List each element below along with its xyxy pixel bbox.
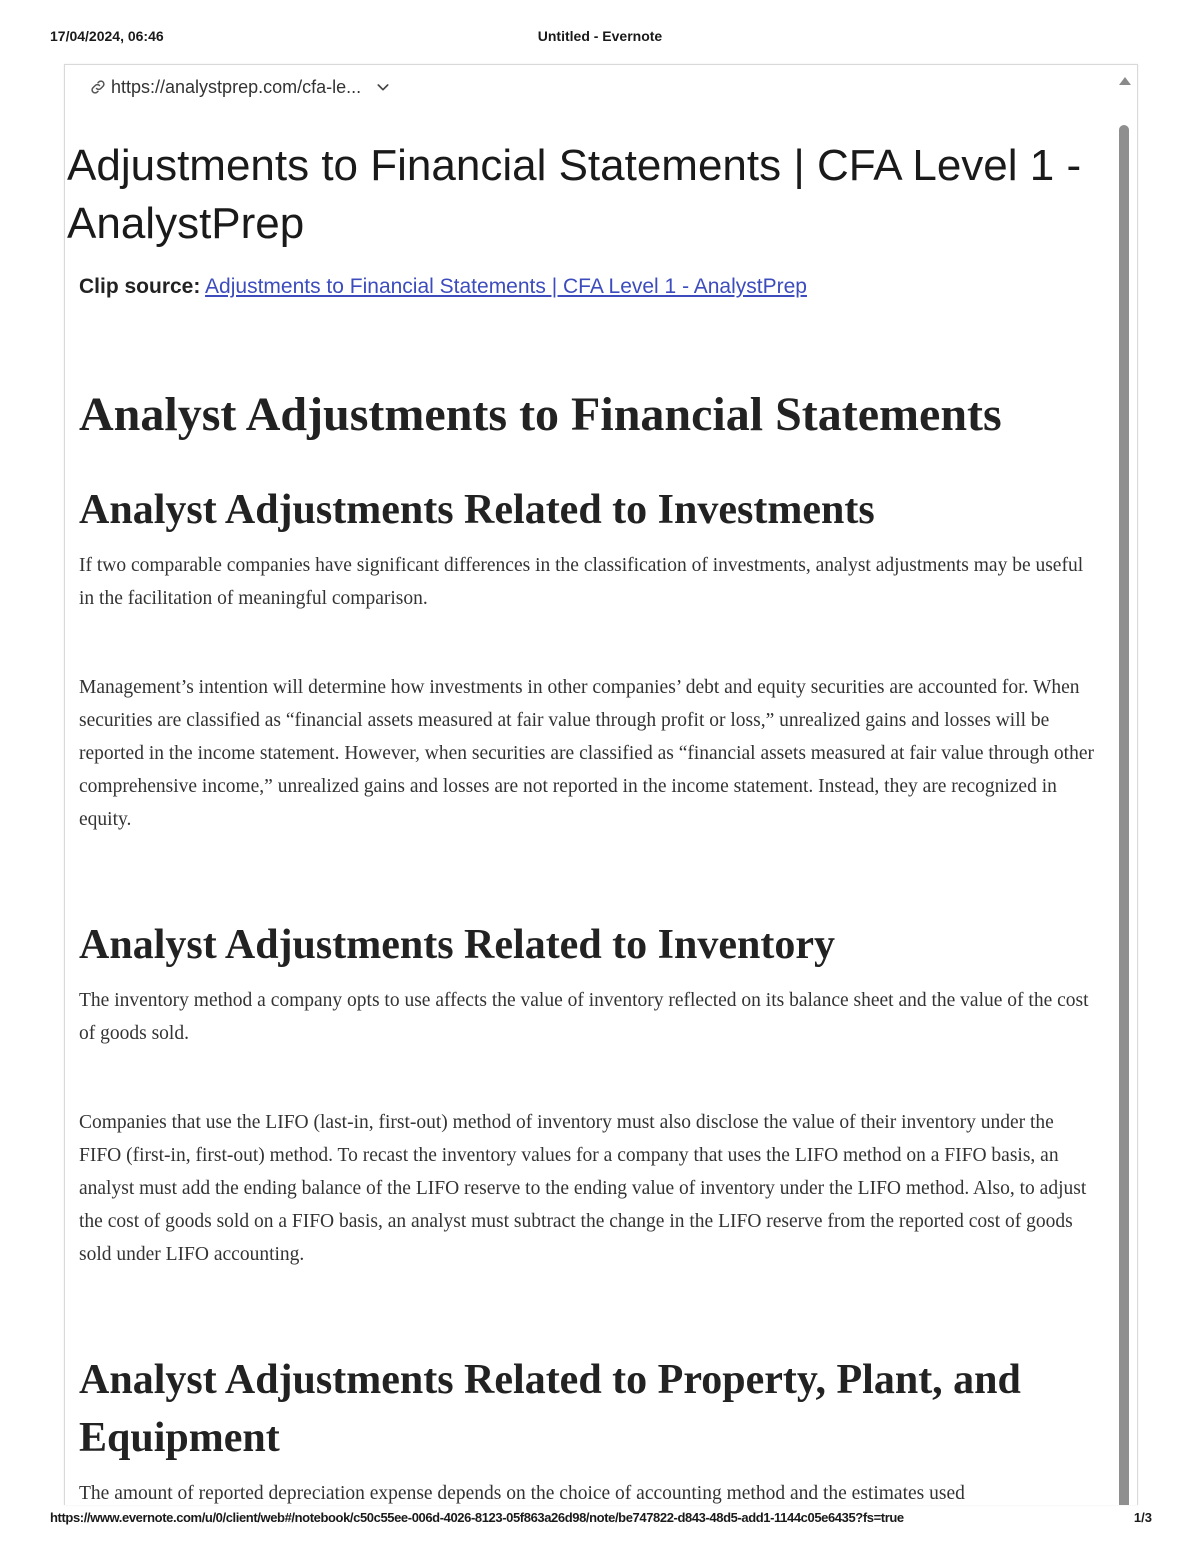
print-date: 17/04/2024, 06:46 [50, 28, 164, 44]
article-heading: Analyst Adjustments to Financial Statements [79, 388, 1002, 441]
paragraph: Companies that use the LIFO (last-in, first-out) method of inventory must also disclose the value of their inventory under the FIFO (first-in, first-out) method. To recast the inventory values for a company that uses the LIFO method on a FIFO basis, an analyst must add the ending balance of the LIFO reserve to the ending value of inventory under the LIFO method. Also, to adjust the cost of goods sold on a FIFO basis, an analyst must subtract the change in the LIFO reserve from the reported cost of goods sold under LIFO accounting. [79, 1112, 1087, 1265]
source-url-bar[interactable] [89, 75, 395, 99]
paragraph: Management’s intention will determine how investments in other companies’ debt and equity securities are accounted for. When securities are classified as “financial assets measured at fair value through profit or loss,” unrealized gains and losses will be reported in the income statement. However, when securities are classified as “financial assets measured at fair value through other comprehensive income,” unrealized gains and losses are not reported in the income statement. Instead, they are recognized in equity. [79, 677, 1094, 830]
section-ppe [79, 1351, 1099, 1505]
source-url[interactable]: https://analystprep.com/cfa-le... [111, 76, 362, 97]
note-title: Adjustments to Financial Statements | CFA Level 1 - AnalystPrep [67, 141, 1082, 248]
print-page-title: Untitled - Evernote [537, 28, 663, 44]
section-heading: Analyst Adjustments Related to Property, Plant, and Equipment [79, 1357, 1021, 1461]
note-viewer [64, 64, 1138, 1505]
chevron-down-icon[interactable] [375, 79, 391, 95]
scrollbar-thumb[interactable] [1119, 125, 1129, 1505]
print-header [0, 28, 1200, 48]
scroll-up-arrow-icon[interactable] [1119, 77, 1131, 85]
paragraph: If two comparable companies have significant differences in the classification of investments, analyst adjustments may be useful in the facilitation of meaningful comparison. [79, 555, 1084, 609]
article-body [79, 385, 1099, 1505]
clip-source-link[interactable]: Adjustments to Financial Statements | CFA Level 1 - AnalystPrep [205, 275, 807, 298]
section-investments [79, 481, 1099, 836]
clip-source [79, 275, 807, 299]
clip-source-label: Clip source: [79, 275, 201, 298]
paragraph: The inventory method a company opts to use affects the value of inventory reflected on its balance sheet and the value of the cost of goods sold. [79, 990, 1089, 1044]
print-url: https://www.evernote.com/u/0/client/web#/notebook/c50c55ee-006d-4026-8123-05f863a26d98/note/be747822-d843-48d5-add1-1144c05e6435?fs=true [50, 1510, 904, 1525]
section-heading: Analyst Adjustments Related to Inventory [79, 922, 835, 968]
page-number: 1/3 [1133, 1510, 1152, 1525]
section-inventory [79, 916, 1099, 1271]
section-heading: Analyst Adjustments Related to Investments [79, 487, 875, 533]
paragraph: The amount of reported depreciation expense depends on the choice of accounting method and the estimates used [79, 1483, 965, 1504]
link-icon [89, 78, 107, 96]
